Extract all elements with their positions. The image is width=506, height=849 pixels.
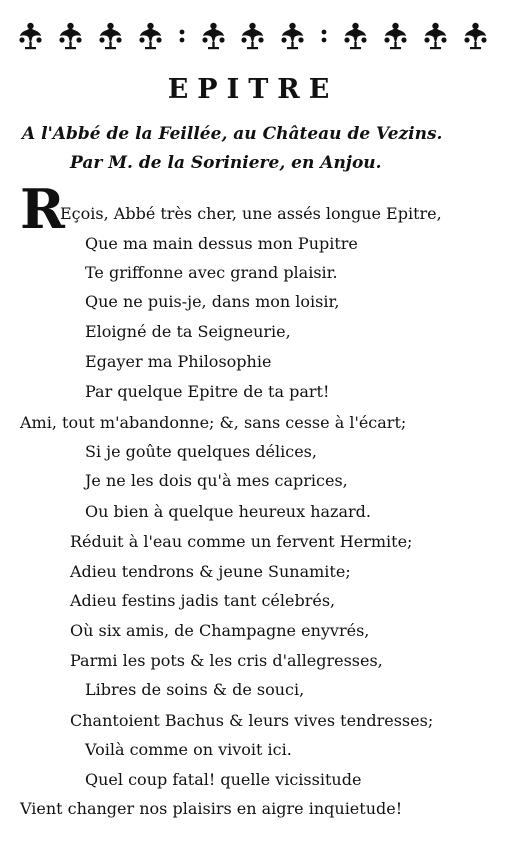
fleuron-ornament-icon — [138, 22, 163, 50]
verse-line: Adieu tendrons & jeune Sunamite; — [70, 562, 351, 581]
fleuron-ornament-icon — [280, 22, 305, 50]
verse-line: Eçois, Abbé très cher, une assés longue Epitre, — [60, 204, 442, 223]
verse-line: Adieu festins jadis tant célebrés, — [70, 591, 336, 610]
colon-separator-icon — [320, 27, 328, 45]
verse-line: Vient changer nos plaisirs en aigre inquietude! — [20, 799, 403, 818]
verse-line: Où six amis, de Champagne enyvrés, — [70, 621, 370, 640]
verse-line: Libres de soins & de souci, — [85, 680, 305, 699]
page-title: EPITRE — [167, 74, 339, 105]
verse-line: Egayer ma Philosophie — [85, 352, 272, 371]
fleuron-ornament-icon — [463, 22, 488, 50]
verse-line: Chantoient Bachus & leurs vives tendresses; — [70, 711, 434, 730]
verse-line: Par quelque Epitre de ta part! — [85, 382, 330, 401]
fleuron-ornament-icon — [383, 22, 408, 50]
verse-line: Ou bien à quelque heureux hazard. — [85, 502, 371, 521]
verse-line: Que ne puis-je, dans mon loisir, — [85, 292, 340, 311]
fleuron-ornament-icon — [18, 22, 43, 50]
fleuron-ornament-icon — [240, 22, 265, 50]
drop-cap: R — [20, 177, 65, 241]
verse-line: Si je goûte quelques délices, — [85, 442, 317, 461]
verse-line: Eloigné de ta Seigneurie, — [85, 322, 291, 341]
fleuron-ornament-icon — [58, 22, 83, 50]
fleuron-ornament-icon — [343, 22, 368, 50]
verse-line: Quel coup fatal! quelle vicissitude — [85, 770, 362, 789]
verse-line: Réduit à l'eau comme un fervent Hermite; — [70, 532, 413, 551]
verse-line: Je ne les dois qu'à mes caprices, — [85, 471, 348, 490]
verse-line: Voilà comme on vivoit ici. — [85, 740, 292, 759]
fleuron-ornament-icon — [201, 22, 226, 50]
colon-separator-icon — [178, 27, 186, 45]
verse-line: Que ma main dessus mon Pupitre — [85, 234, 358, 253]
author-line: Par M. de la Soriniere, en Anjou. — [70, 153, 382, 173]
dedication-line: A l'Abbé de la Feillée, au Château de Vezins. — [22, 124, 443, 144]
verse-line: Te griffonne avec grand plaisir. — [85, 263, 338, 282]
fleuron-ornament-icon — [98, 22, 123, 50]
fleuron-ornament-icon — [423, 22, 448, 50]
ornamental-headpiece — [18, 18, 488, 54]
verse-line: Parmi les pots & les cris d'allegresses, — [70, 651, 383, 670]
verse-line: Ami, tout m'abandonne; &, sans cesse à l'écart; — [20, 413, 407, 432]
